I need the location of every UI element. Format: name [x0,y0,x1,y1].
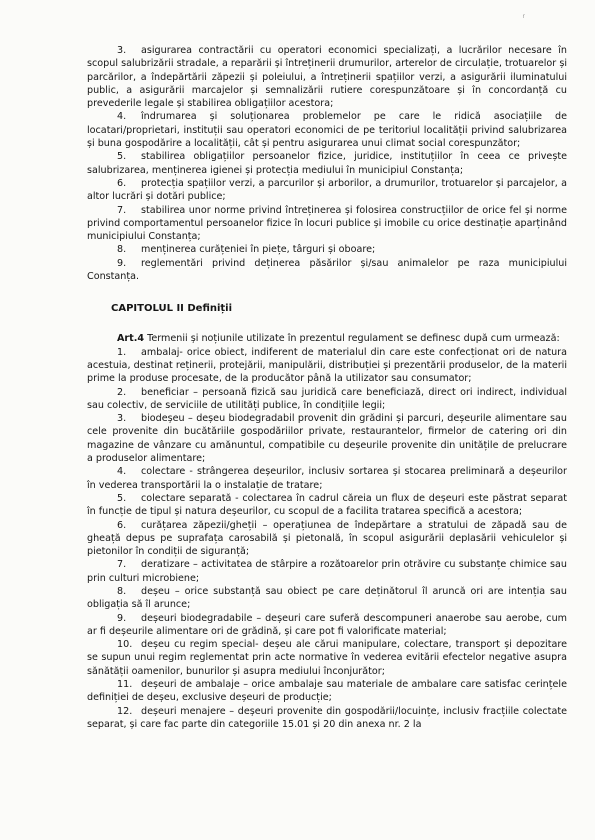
objectives-list [87,44,567,283]
definition-item: 4. colectare - strângerea deșeurilor, inclusiv sortarea și stocarea preliminară a deșeurilor în vederea transportării la o instalație de tratare; [87,466,567,491]
definition-item: 5. colectare separată - colectarea în cadrul căreia un flux de deșeuri este păstrat separat în funcție de tipul și natura deșeurilor, cu scopul de a facilita tratarea specifică a acestora; [87,492,567,518]
definition-item: 12. deșeuri menajere – deșeuri provenite din gospodării/locuințe, inclusiv fracțiile colectate separat, și care fac parte din categoriile 15.01 și 20 din anexa nr. 2 la [87,705,567,730]
list-item: 4. îndrumarea și soluționarea problemelor pe care le ridică asociațiile de locatari/proprietari, instituții sau operatori economici de pe teritoriul localității privind salubrizarea și buna gospodărire a localității, cât și pentru asigurarea unui climat social corespunzător; [87,111,567,150]
definition-item: 2. beneficiar – persoană fizică sau juridică care beneficiază, direct ori indirect, individual sau colectiv, de serviciile de utilități publice, în condițiile legii; [87,386,567,411]
definition-item: 3. biodeșeu – deșeu biodegradabil provenit din grădini și parcuri, deșeurile alimentare sau cele provenite din bucătăriile gospodăriilor private, restaurantelor, firmelor de catering ori din magazine de vânzare cu amănuntul, compatibile cu deșeurile provenite din unitățile de prelucrare a produselor alimentare; [87,413,567,465]
definition-item: 10. deșeu cu regim special- deșeu ale cărui manipulare, colectare, transport și depozitare se supun unui regim reglementat prin acte normative în vederea evitării efectelor negative asupra sănătății oamenilor, bunurilor și asupra mediului înconjurător; [87,639,567,677]
definitions-list [87,346,567,732]
list-item: 3. asigurarea contractării cu operatori economici specializați, a lucrărilor necesare în scopul salubrizării stradale, a reparării și întreținerii drumurilor, arterelor de circulație, trotuarelor și parcărilor, a îndepărtării zăpezii și poleiului, a întreținerii spațiilor verzi, a asigurării iluminatului public, a asigurării marcajelor și semnalizării rutiere corespunzătoare și în concordanță cu prevederile legale și stabilirea obligațiilor acestora; [87,45,567,110]
definition-item: 7. deratizare – activitatea de stârpire a rozătoarelor prin otrăvire cu substanțe chimice sau prin culturi microbiene; [87,559,567,584]
definition-item: 6. curățarea zăpezii/gheții – operațiunea de îndepărtare a stratului de zăpadă sau de gheață depus pe suprafața carosabilă și pietonală, în scopul asigurării deplasării vehiculelor și pietonilor în condiții de siguranță; [87,519,567,558]
list-item: 8. menținerea curățeniei în piețe, târguri și oboare; [117,244,376,256]
article-label: Art.4 [117,333,145,345]
definition-item: 11. deșeuri de ambalaje – orice ambalaje sau materiale de ambalare care satisfac cerințele definiției de deșeu, exclusive deșeuri de producție; [87,679,567,704]
definition-item: 9. deșeuri biodegradabile – deșeuri care suferă descompuneri anaerobe sau aerobe, cum ar fi deșeurile alimentare ori de grădină, și care pot fi valorificate material; [87,612,567,637]
list-item: 6. protecția spațiilor verzi, a parcurilor și arborilor, a drumurilor, trotuarelor și parcajelor, a altor lucrări și dotări publice; [87,177,567,203]
list-item: 5. stabilirea obligațiilor persoanelor fizice, juridice, instituțiilor în ceea ce privește salubrizarea, menținerea igienei și protecția mediului în municipiul Constanța; [87,151,567,176]
list-item: 7. stabilirea unor norme privind întreținerea și folosirea construcțiilor de orice fel și norme privind comportamentul persoanelor fizice în locuri publice și imobile cu orice destinație aparținând municipiului Constanța; [87,204,567,243]
scan-mark: r [522,13,525,20]
definition-item: 1. ambalaj- orice obiect, indiferent de materialul din care este confecționat ori de natura acestuia, destinat reținerii, protejării, manipulării, distribuției și prezentării produselor, de la materii prime la produse procesate, de la producător până la utilizator sau consumator; [87,346,567,385]
definition-item: 8. deșeu – orice substanță sau obiect pe care deținătorul îl aruncă ori are intenția sau obligația să îl arunce; [87,585,567,611]
chapter-title: CAPITOLUL II Definiții [111,303,233,315]
article-intro: Art.4 Termenii și noțiunile utilizate în prezentul regulament se definesc după cum urmează: [117,333,560,345]
list-item: 9. reglementări privind deținerea păsărilor și/sau animalelor pe raza municipiului Constanța. [87,257,567,283]
